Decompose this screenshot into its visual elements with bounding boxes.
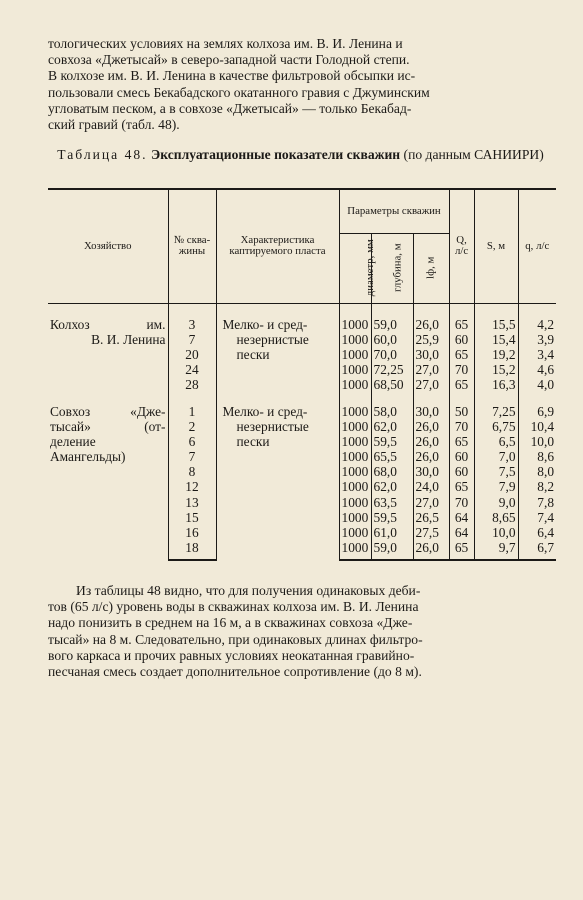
cell-S: 6,5 xyxy=(474,434,518,449)
cell-q: 3,9 xyxy=(518,332,556,347)
table-row xyxy=(48,303,556,332)
cell-q: 8,2 xyxy=(518,479,556,494)
farm-line: Совхоз «Дже- xyxy=(50,403,166,419)
layer-line: Мелко- и сред- xyxy=(222,316,308,332)
cell-q: 4,2 xyxy=(518,303,556,332)
cell-l: 24,0 xyxy=(413,479,449,494)
cell-h: 60,0 xyxy=(371,332,413,347)
cell-q: 6,7 xyxy=(518,540,556,560)
cell-d: 1000 xyxy=(339,434,371,449)
cell-q: 7,8 xyxy=(518,495,556,510)
cell-Q: 60 xyxy=(449,464,474,479)
farm-line: тысай» (от- xyxy=(50,419,166,435)
cell-d: 1000 xyxy=(339,540,371,560)
text-line: песчаная смесь создает дополнительное сопротивление (до 8 м). xyxy=(48,664,422,680)
cell-Q: 65 xyxy=(449,540,474,560)
cell-n: 20 xyxy=(168,347,216,362)
cell-q: 4,6 xyxy=(518,362,556,377)
cell-l: 26,0 xyxy=(413,540,449,560)
table-container xyxy=(48,188,556,561)
cell-q: 10,0 xyxy=(518,434,556,449)
paragraph-top xyxy=(48,36,553,133)
cell-l: 26,5 xyxy=(413,510,449,525)
header-layer: Характеристика каптируемого пласта xyxy=(216,189,339,303)
cell-S: 15,2 xyxy=(474,362,518,377)
cell-d: 1000 xyxy=(339,303,371,332)
cell-S: 15,4 xyxy=(474,332,518,347)
cell-d: 1000 xyxy=(339,347,371,362)
caption-title: Эксплуатационные показатели скважин xyxy=(151,147,401,162)
cell-Q: 64 xyxy=(449,510,474,525)
cell-Q: 65 xyxy=(449,479,474,494)
cell-h: 61,0 xyxy=(371,525,413,540)
cell-d: 1000 xyxy=(339,525,371,540)
cell-l: 30,0 xyxy=(413,347,449,362)
cell-n: 7 xyxy=(168,449,216,464)
cell-n: 3 xyxy=(168,303,216,332)
wells-table xyxy=(48,188,556,561)
text-line: ский гравий (табл. 48). xyxy=(48,117,180,133)
text-line: пользовали смесь Бекабадского окатанного гравия с Джуминским xyxy=(48,84,430,100)
cell-S: 7,5 xyxy=(474,464,518,479)
cell-n: 28 xyxy=(168,377,216,392)
text-line: В колхозе им. В. И. Ленина в качестве фильтровой обсыпки ис- xyxy=(48,68,416,84)
header-s: S, м xyxy=(474,189,518,303)
header-q-cap: Q, л/с xyxy=(449,189,474,303)
cell-S: 8,65 xyxy=(474,510,518,525)
cell-Q: 64 xyxy=(449,525,474,540)
cell-S: 9,0 xyxy=(474,495,518,510)
text-line: угловатым песком, а в совхозе «Джетысай» — только Бекабад- xyxy=(48,100,412,116)
cell-Q: 60 xyxy=(449,332,474,347)
cell-h: 68,50 xyxy=(371,377,413,392)
cell-h: 65,5 xyxy=(371,449,413,464)
farm-line: В. И. Ленина xyxy=(91,331,166,347)
cell-q: 7,4 xyxy=(518,510,556,525)
cell-h: 62,0 xyxy=(371,479,413,494)
cell-Q: 65 xyxy=(449,434,474,449)
header-diameter: диаметр, мм xyxy=(339,233,371,303)
cell-d: 1000 xyxy=(339,377,371,392)
cell-h: 63,5 xyxy=(371,495,413,510)
cell-h: 68,0 xyxy=(371,464,413,479)
text-line: тологических условиях на землях колхоза им. В. И. Ленина и xyxy=(48,36,403,51)
cell-d: 1000 xyxy=(339,495,371,510)
farm-line: Амангельды) xyxy=(50,449,126,465)
cell-q: 10,4 xyxy=(518,419,556,434)
cell-Q: 70 xyxy=(449,495,474,510)
cell-l: 26,0 xyxy=(413,449,449,464)
cell-S: 10,0 xyxy=(474,525,518,540)
header-q-small: q, л/с xyxy=(518,189,556,303)
cell-n: 15 xyxy=(168,510,216,525)
cell-Q: 65 xyxy=(449,347,474,362)
cell-d: 1000 xyxy=(339,419,371,434)
cell-h: 59,5 xyxy=(371,434,413,449)
layer-line: Мелко- и сред- xyxy=(222,403,308,419)
cell-d: 1000 xyxy=(339,332,371,347)
cell-d: 1000 xyxy=(339,449,371,464)
text-line: тысай» на 8 м. Следовательно, при одинаковых длинах фильтро- xyxy=(48,631,423,647)
cell-d: 1000 xyxy=(339,464,371,479)
table-body xyxy=(48,303,556,560)
cell-n: 7 xyxy=(168,332,216,347)
caption-label: Таблица 48. xyxy=(57,147,148,162)
cell-n: 18 xyxy=(168,540,216,560)
cell-n: 2 xyxy=(168,419,216,434)
cell-h: 72,25 xyxy=(371,362,413,377)
cell-n: 8 xyxy=(168,464,216,479)
text-line: надо понизить в среднем на 16 м, а в скважинах совхоза «Дже- xyxy=(48,615,413,631)
cell-S: 7,0 xyxy=(474,449,518,464)
text-line: совхоза «Джетысай» в северо-западной части Голодной степи. xyxy=(48,52,410,68)
farm-cell xyxy=(48,303,168,392)
cell-l: 26,0 xyxy=(413,434,449,449)
cell-l: 26,0 xyxy=(413,419,449,434)
cell-l: 27,0 xyxy=(413,495,449,510)
cell-h: 70,0 xyxy=(371,347,413,362)
text-line: тов (65 л/с) уровень воды в скважинах колхоза им. В. И. Ленина xyxy=(48,599,419,615)
header-depth: глубина, м xyxy=(371,233,413,303)
cell-S: 16,3 xyxy=(474,377,518,392)
layer-line: пески xyxy=(236,346,270,362)
farm-line: деление xyxy=(50,434,96,450)
cell-Q: 60 xyxy=(449,449,474,464)
header-farm: Хозяйство xyxy=(48,189,168,303)
header-lf: lф, м xyxy=(413,233,449,303)
cell-S: 6,75 xyxy=(474,419,518,434)
cell-n: 16 xyxy=(168,525,216,540)
cell-h: 62,0 xyxy=(371,419,413,434)
cell-S: 9,7 xyxy=(474,540,518,560)
caption-source: (по данным САНИИРИ) xyxy=(403,147,544,162)
cell-d: 1000 xyxy=(339,392,371,419)
layer-line: пески xyxy=(236,434,270,450)
cell-S: 7,9 xyxy=(474,479,518,494)
layer-cell xyxy=(216,303,339,392)
layer-line: незернистые xyxy=(236,331,309,347)
cell-h: 59,0 xyxy=(371,540,413,560)
header-params: Параметры скважин xyxy=(339,189,449,233)
cell-q: 8,6 xyxy=(518,449,556,464)
text-line: вого каркаса и прочих равных условиях неокатанная гравийно- xyxy=(48,647,415,663)
layer-line: незернистые xyxy=(236,419,309,435)
cell-h: 58,0 xyxy=(371,392,413,419)
cell-Q: 70 xyxy=(449,419,474,434)
cell-q: 4,0 xyxy=(518,377,556,392)
cell-d: 1000 xyxy=(339,479,371,494)
header-well-no: № сква- жины xyxy=(168,189,216,303)
cell-h: 59,0 xyxy=(371,303,413,332)
paragraph-bottom xyxy=(48,583,553,680)
cell-l: 25,9 xyxy=(413,332,449,347)
cell-n: 6 xyxy=(168,434,216,449)
farm-cell xyxy=(48,392,168,560)
cell-h: 59,5 xyxy=(371,510,413,525)
cell-S: 7,25 xyxy=(474,392,518,419)
cell-d: 1000 xyxy=(339,362,371,377)
cell-l: 27,5 xyxy=(413,525,449,540)
table-row xyxy=(48,392,556,419)
cell-n: 13 xyxy=(168,495,216,510)
cell-S: 15,5 xyxy=(474,303,518,332)
cell-q: 6,9 xyxy=(518,392,556,419)
layer-cell xyxy=(216,392,339,560)
cell-n: 12 xyxy=(168,479,216,494)
cell-q: 6,4 xyxy=(518,525,556,540)
cell-l: 30,0 xyxy=(413,392,449,419)
cell-Q: 65 xyxy=(449,303,474,332)
cell-S: 19,2 xyxy=(474,347,518,362)
cell-q: 3,4 xyxy=(518,347,556,362)
cell-d: 1000 xyxy=(339,510,371,525)
cell-n: 24 xyxy=(168,362,216,377)
table-caption xyxy=(48,147,553,163)
cell-n: 1 xyxy=(168,392,216,419)
cell-q: 8,0 xyxy=(518,464,556,479)
cell-l: 27,0 xyxy=(413,377,449,392)
cell-l: 27,0 xyxy=(413,362,449,377)
cell-l: 26,0 xyxy=(413,303,449,332)
text-line: Из таблицы 48 видно, что для получения одинаковых деби- xyxy=(76,583,421,598)
cell-Q: 70 xyxy=(449,362,474,377)
cell-Q: 50 xyxy=(449,392,474,419)
cell-l: 30,0 xyxy=(413,464,449,479)
cell-Q: 65 xyxy=(449,377,474,392)
farm-line: Колхоз им. xyxy=(50,316,166,332)
